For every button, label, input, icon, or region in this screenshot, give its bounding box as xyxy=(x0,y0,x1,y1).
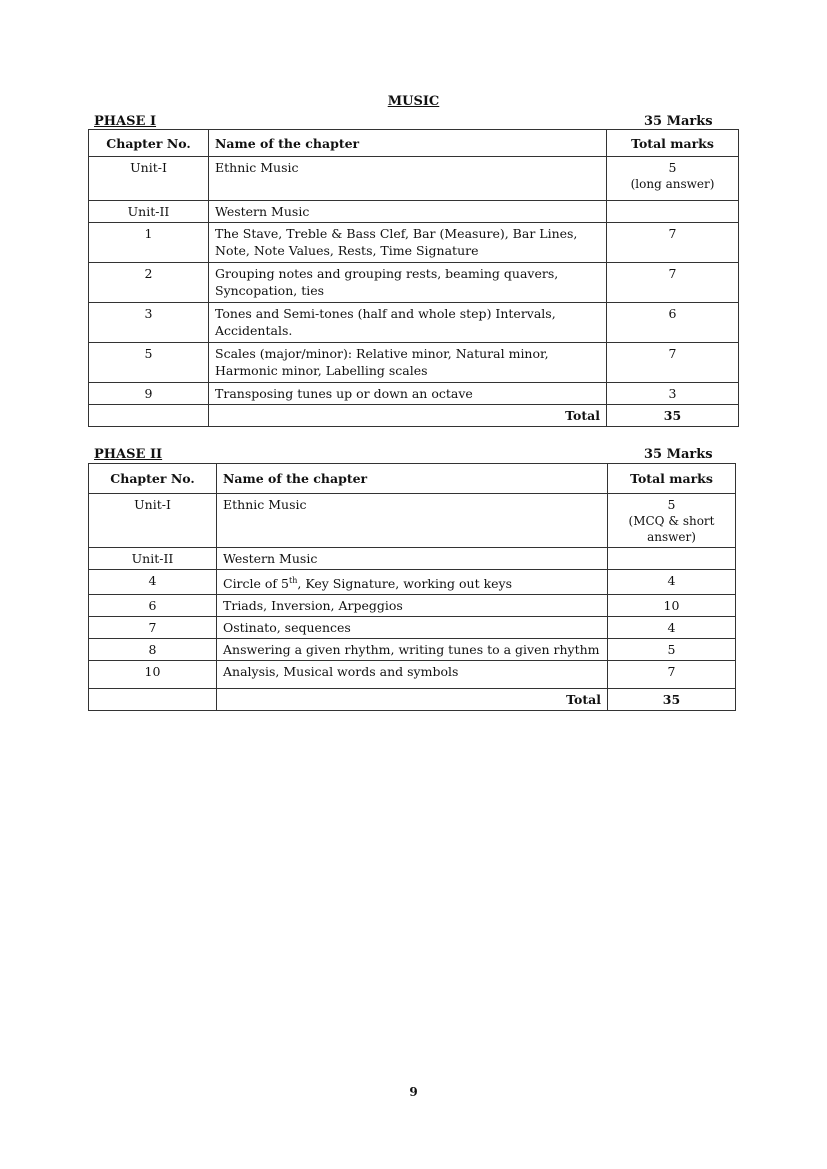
empty-cell xyxy=(89,689,217,711)
phase2-table xyxy=(88,463,736,711)
name-part: , Key Signature, working out keys xyxy=(297,576,513,592)
marks-cell: 4 xyxy=(608,617,736,639)
table-header-row xyxy=(89,130,739,157)
table-header-row xyxy=(89,464,736,494)
phase1-name: PHASE I xyxy=(94,114,157,129)
header-chapter: Chapter No. xyxy=(89,464,217,494)
marks-cell xyxy=(608,548,736,570)
marks-cell: 3 xyxy=(607,383,739,405)
chapter-cell: 10 xyxy=(89,661,217,689)
chapter-name-cell: Grouping notes and grouping rests, beaming quavers, Syncopation, ties xyxy=(209,263,607,303)
marks-note: (MCQ & short answer) xyxy=(628,514,715,544)
marks-cell: 7 xyxy=(607,223,739,263)
header-marks: Total marks xyxy=(608,464,736,494)
total-value: 35 xyxy=(607,405,739,427)
chapter-name-cell: Ethnic Music xyxy=(217,494,608,548)
chapter-cell: Unit-I xyxy=(89,157,209,201)
phase2-name: PHASE II xyxy=(94,447,163,462)
document-title: MUSIC xyxy=(387,94,440,109)
marks-cell: 7 xyxy=(607,343,739,383)
chapter-name-cell: Scales (major/minor): Relative minor, Natural minor, Harmonic minor, Labelling scales xyxy=(209,343,607,383)
table-row xyxy=(89,617,736,639)
chapter-cell: 8 xyxy=(89,639,217,661)
superscript: th xyxy=(289,576,298,585)
chapter-name-cell: Ostinato, sequences xyxy=(217,617,608,639)
chapter-name-cell xyxy=(217,570,608,595)
name-part: Circle of 5 xyxy=(223,576,289,592)
marks-cell: 10 xyxy=(608,595,736,617)
marks-cell: 4 xyxy=(608,570,736,595)
marks-note: (long answer) xyxy=(630,177,715,191)
marks-cell: 7 xyxy=(608,661,736,689)
chapter-name-cell: The Stave, Treble & Bass Clef, Bar (Measure), Bar Lines, Note, Note Values, Rests, Time Signature xyxy=(209,223,607,263)
marks-value: 5 xyxy=(668,160,677,175)
chapter-cell: 7 xyxy=(89,617,217,639)
total-row xyxy=(89,689,736,711)
chapter-cell: Unit-II xyxy=(89,548,217,570)
total-label: Total xyxy=(209,405,607,427)
phase1-table xyxy=(88,129,739,427)
marks-cell xyxy=(607,157,739,201)
chapter-name-cell: Tones and Semi-tones (half and whole step) Intervals, Accidentals. xyxy=(209,303,607,343)
marks-cell: 5 xyxy=(608,639,736,661)
table-row xyxy=(89,201,739,223)
chapter-name-cell: Western Music xyxy=(217,548,608,570)
table-row xyxy=(89,157,739,201)
chapter-cell: 3 xyxy=(89,303,209,343)
table-row xyxy=(89,263,739,303)
header-marks: Total marks xyxy=(607,130,739,157)
marks-cell: 7 xyxy=(607,263,739,303)
chapter-name-cell: Analysis, Musical words and symbols xyxy=(217,661,608,689)
table-row xyxy=(89,223,739,263)
phase1-heading xyxy=(94,114,713,129)
table-row xyxy=(89,570,736,595)
chapter-name-cell: Triads, Inversion, Arpeggios xyxy=(217,595,608,617)
total-value: 35 xyxy=(608,689,736,711)
empty-cell xyxy=(89,405,209,427)
chapter-cell: 5 xyxy=(89,343,209,383)
total-label: Total xyxy=(217,689,608,711)
chapter-name-cell: Transposing tunes up or down an octave xyxy=(209,383,607,405)
chapter-cell: Unit-II xyxy=(89,201,209,223)
chapter-cell: 1 xyxy=(89,223,209,263)
chapter-name-cell: Ethnic Music xyxy=(209,157,607,201)
marks-value: 5 xyxy=(667,497,676,512)
chapter-cell: 2 xyxy=(89,263,209,303)
phase1-marks: 35 Marks xyxy=(644,114,713,129)
phase2-heading xyxy=(94,447,713,462)
table-row xyxy=(89,639,736,661)
chapter-name-cell: Answering a given rhythm, writing tunes to a given rhythm xyxy=(217,639,608,661)
marks-cell xyxy=(608,494,736,548)
chapter-cell: 6 xyxy=(89,595,217,617)
header-chapter: Chapter No. xyxy=(89,130,209,157)
chapter-cell: 4 xyxy=(89,570,217,595)
phase2-marks: 35 Marks xyxy=(644,447,713,462)
table-row xyxy=(89,343,739,383)
table-row xyxy=(89,303,739,343)
total-row xyxy=(89,405,739,427)
marks-cell: 6 xyxy=(607,303,739,343)
chapter-cell: 9 xyxy=(89,383,209,405)
table-row xyxy=(89,595,736,617)
table-row xyxy=(89,661,736,689)
table-row xyxy=(89,548,736,570)
table-row xyxy=(89,494,736,548)
header-name: Name of the chapter xyxy=(209,130,607,157)
chapter-name-cell: Western Music xyxy=(209,201,607,223)
marks-cell xyxy=(607,201,739,223)
table-row xyxy=(89,383,739,405)
chapter-cell: Unit-I xyxy=(89,494,217,548)
page-number: 9 xyxy=(409,1085,418,1099)
header-name: Name of the chapter xyxy=(217,464,608,494)
